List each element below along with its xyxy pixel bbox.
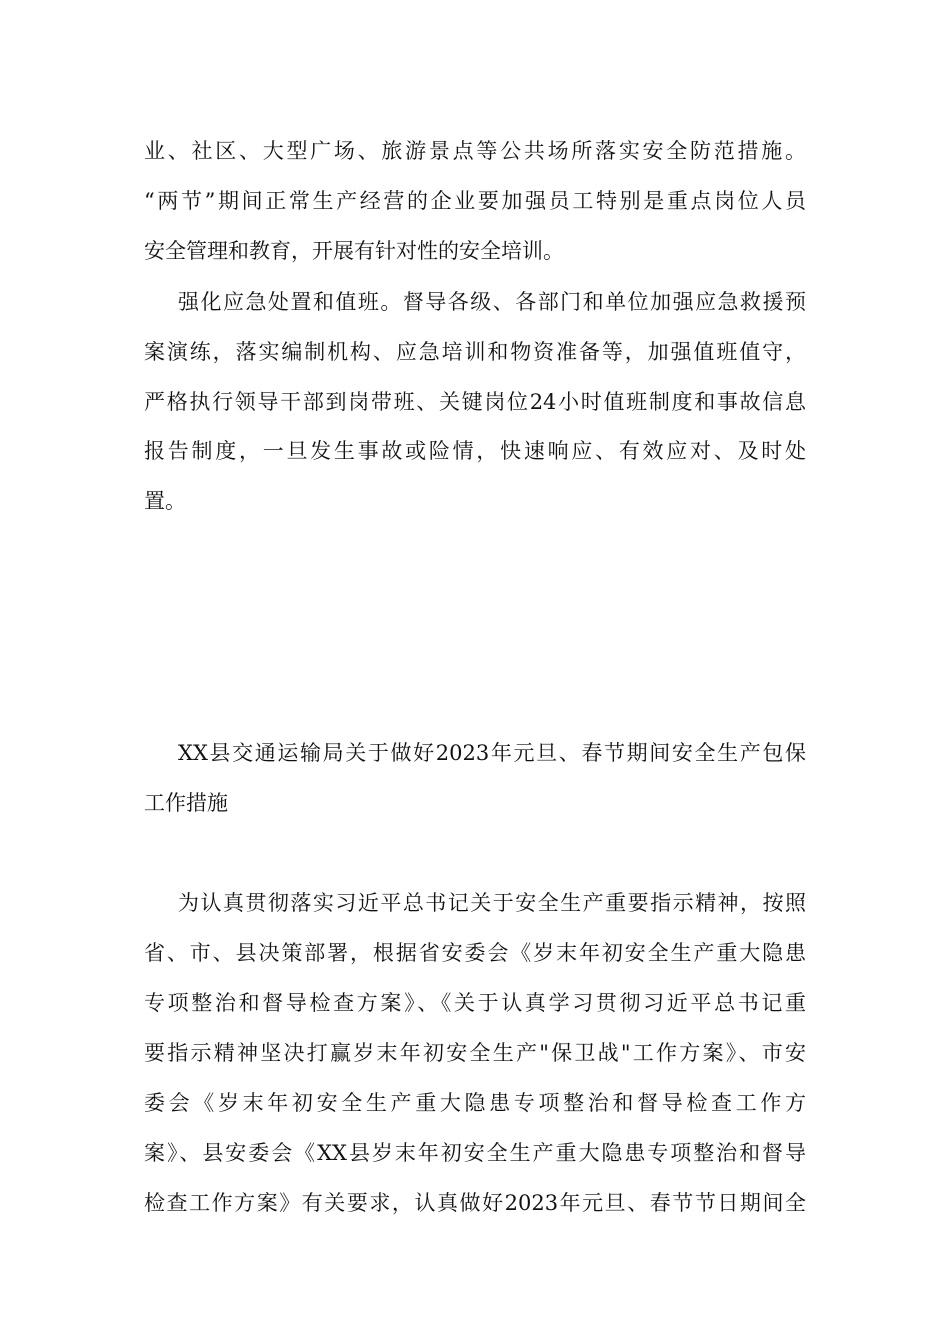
paragraph-3-line-4: 要指示精神坚决打赢岁末年初安全生产"保卫战"工作方案》、市安 [144,1041,806,1065]
section-title-line-2: 工作措施 [144,791,228,815]
paragraph-2-line-3: 严格执行领导干部到岗带班、关键岗位24小时值班制度和事故信息 [144,390,806,414]
paragraph-2-line-4: 报告制度，一旦发生事故或险情，快速响应、有效应对、及时处 [144,439,806,463]
section-title-line-1: XX县交通运输局关于做好2023年元旦、春节期间安全生产包保 [178,741,806,765]
paragraph-1-line-2: “两节”期间正常生产经营的企业要加强员工特别是重点岗位人员 [144,189,806,213]
paragraph-3-line-5: 委会《岁末年初安全生产重大隐患专项整治和督导检查工作方 [144,1091,806,1115]
paragraph-2-line-2: 案演练，落实编制机构、应急培训和物资准备等，加强值班值守， [144,340,806,364]
paragraph-3-line-1: 为认真贯彻落实习近平总书记关于安全生产重要指示精神，按照 [178,891,806,915]
paragraph-2-line-1: 强化应急处置和值班。督导各级、各部门和单位加强应急救援预 [178,290,806,314]
paragraph-3-line-6: 案》、县安委会《XX县岁末年初安全生产重大隐患专项整治和督导 [144,1141,806,1165]
paragraph-2-line-5: 置。 [144,489,186,513]
paragraph-3-line-2: 省、市、县决策部署，根据省安委会《岁末年初安全生产重大隐患 [144,941,806,965]
paragraph-3-line-7: 检查工作方案》有关要求，认真做好2023年元旦、春节节日期间全 [144,1191,806,1215]
paragraph-1-line-3: 安全管理和教育，开展有针对性的安全培训。 [144,239,564,263]
paragraph-3-line-3: 专项整治和督导检查方案》、《关于认真学习贯彻习近平总书记重 [144,991,806,1015]
paragraph-1-line-1: 业、社区、大型广场、旅游景点等公共场所落实安全防范措施。 [144,139,806,163]
